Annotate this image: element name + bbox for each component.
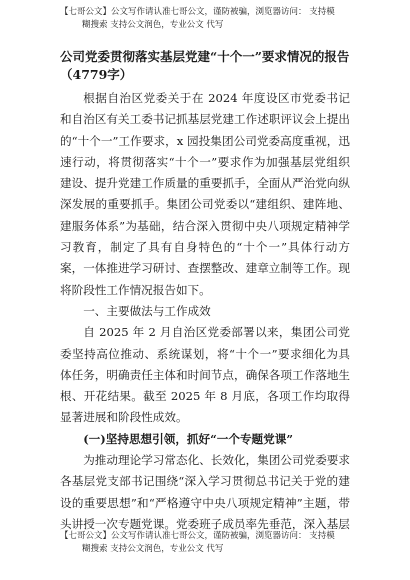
subsection-heading: (一)坚持思想引领，抓好“一个专题党课”: [83, 431, 293, 446]
document-title: 公司党委贯彻落实基层党建“十个一”要求情况的报告（4779字）: [60, 49, 350, 82]
section-heading: 一、主要做法与工作成效: [83, 303, 211, 318]
header-line-2: 糊搜索 支持公文润色，专业公文 代写: [82, 20, 224, 30]
footer-line-1: 【七哥公文】公文写作请认准七哥公文，谨防被骗，浏览器访问： 支持模: [60, 531, 335, 541]
section-paragraph: 自 2025 年 2 月自治区党委部署以来，集团公司党委坚持高位推动、系统谋划，将“十个一”要求细化为具体任务，明确责任主体和时间节点，确保各项工作落地生根、开花结果。截至 2025 年 8 月底，各项工作均取得显著进展和阶段性成效。: [60, 325, 350, 425]
document-body: [60, 88, 350, 535]
intro-paragraph: 根据自治区党委关于在 2024 年度设区市党委书记和自治区有关工委书记抓基层党建工作述职评议会上提出的“十个一”工作要求，x 园投集团公司党委高度重视，迅速行动，将贯彻落实“十个一”要求作为加强基层党组织建设、提升党建工作质量的重要抓手，全面从严治党向纵深发展的重要抓手。集团公司党委以“建组织、建阵地、建服务体系”为基础，结合深入贯彻中央八项规定精神学习教育，制定了具有自身特色的“十个一”具体行动方案，一体推进学习研讨、查摆整改、建章立制等工作。现将阶段性工作情况报告如下。: [60, 91, 350, 297]
page-header-watermark: [60, 6, 370, 32]
subsection-paragraph: 为推动理论学习常态化、长效化，集团公司党委要求各基层党支部书记围绕“深入学习贯彻总书记关于党的建设的重要思想”和“严格遵守中央八项规定精神”主题，带头讲授一次专题党课。党委班子成员率先垂范，深入基层: [60, 453, 350, 531]
header-line-1: 【七哥公文】公文写作请认准七哥公文，谨防被骗，浏览器访问： 支持模: [60, 7, 335, 17]
footer-line-2: 糊搜索 支持公文润色，专业公文 代写: [82, 544, 224, 554]
page-footer-watermark: [60, 530, 370, 556]
